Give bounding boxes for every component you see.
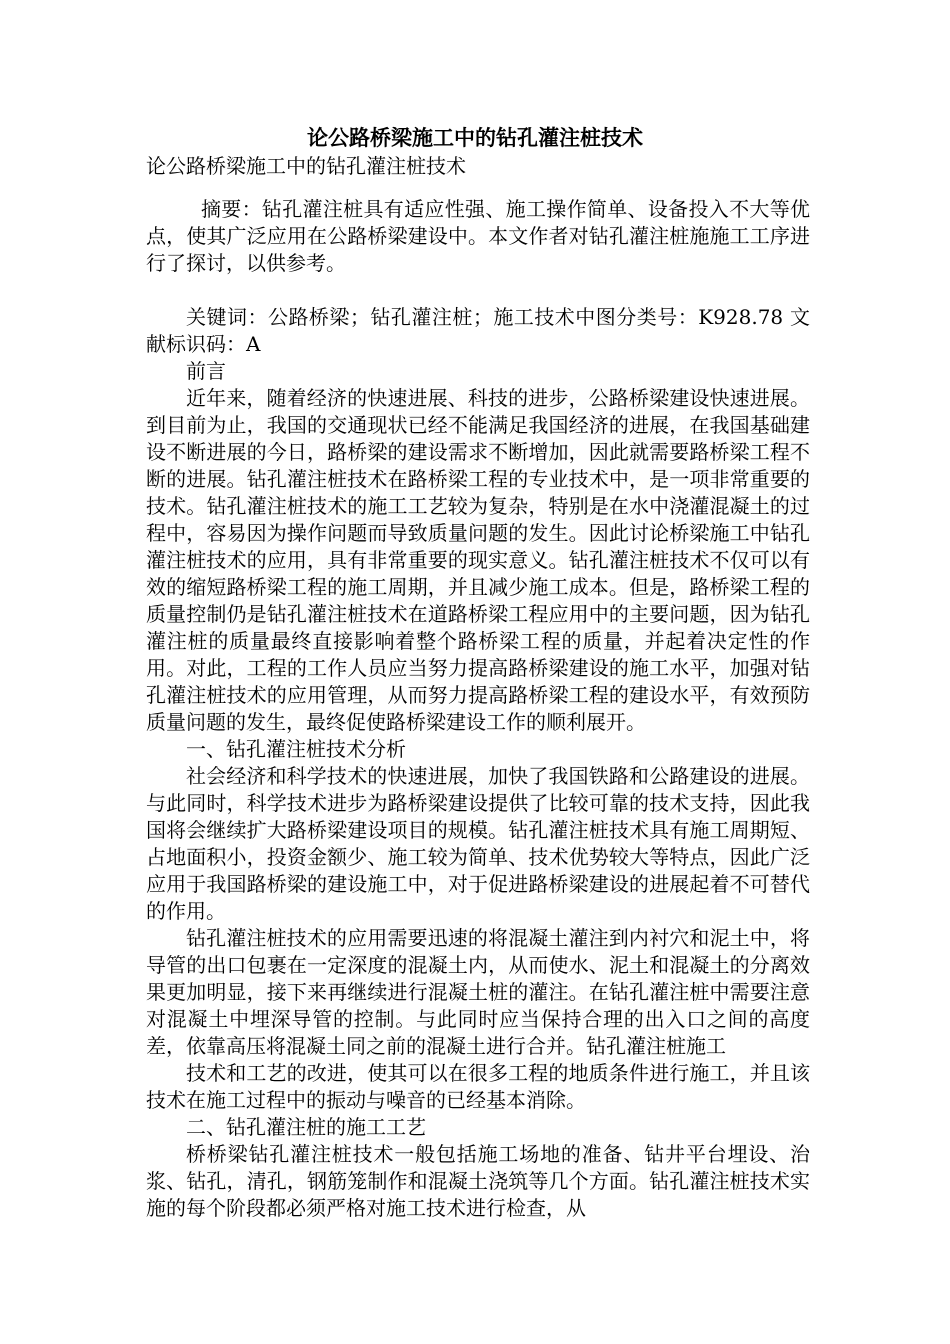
document-title: 论公路桥梁施工中的钻孔灌注桩技术 [307, 126, 643, 150]
abstract-paragraph: 摘要：钻孔灌注桩具有适应性强、施工操作简单、设备投入不大等优点，使其广泛应用在公路桥梁建设中。本文作者对钻孔灌注桩施施工工序进行了探讨，以供参考。 [146, 197, 810, 275]
document-subtitle: 论公路桥梁施工中的钻孔灌注桩技术 [146, 154, 466, 178]
section1-paragraph-2: 钻孔灌注桩技术的应用需要迅速的将混凝土灌注到内衬穴和泥土中，将导管的出口包裹在一定深度的混凝土内，从而使水、泥土和混凝土的分离效果更加明显，接下来再继续进行混凝土桩的灌注。在钻孔灌注桩中需要注意对混凝土中埋深导管的控制。与此同时应当保持合理的出入口之间的高度差，依靠高压将混凝土同之前的混凝土进行合并。钻孔灌注桩施工 [146, 926, 810, 1058]
section1-heading: 一、钻孔灌注桩技术分析 [186, 737, 406, 761]
section2-heading: 二、钻孔灌注桩的施工工艺 [186, 1115, 426, 1139]
preface-paragraph: 近年来，随着经济的快速进展、科技的进步，公路桥梁建设快速进展。到目前为止，我国的交通现状已经不能满足我国经济的进展，在我国基础建设不断进展的今日，路桥梁的建设需求不断增加，因此就需要路桥梁工程不断的进展。钻孔灌注桩技术在路桥梁工程的专业技术中，是一项非常重要的技术。钻孔灌注桩技术的施工工艺较为复杂，特别是在水中浇灌混凝土的过程中，容易因为操作问题而导致质量问题的发生。因此讨论桥梁施工中钻孔灌注桩技术的应用，具有非常重要的现实意义。钻孔灌注桩技术不仅可以有效的缩短路桥梁工程的施工周期，并且减少施工成本。但是，路桥梁工程的质量控制仍是钻孔灌注桩技术在道路桥梁工程应用中的主要问题，因为钻孔灌注桩的质量最终直接影响着整个路桥梁工程的质量，并起着决定性的作用。对此，工程的工作人员应当努力提高路桥梁建设的施工水平，加强对钻孔灌注桩技术的应用管理，从而努力提高路桥梁工程的建设水平，有效预防质量问题的发生，最终促使路桥梁建设工作的顺利展开。 [146, 386, 810, 734]
keywords-paragraph: 关键词：公路桥梁；钻孔灌注桩；施工技术中图分类号：K928.78 文献标识码：A [146, 305, 810, 356]
document-body [146, 196, 810, 1222]
section1-paragraph-1: 社会经济和科学技术的快速进展，加快了我国铁路和公路建设的进展。与此同时，科学技术进步为路桥梁建设提供了比较可靠的技术支持，因此我国将会继续扩大路桥梁建设项目的规模。钻孔灌注桩技术具有施工周期短、占地面积小，投资金额少、施工较为简单、技术优势较大等特点，因此广泛应用于我国路桥梁的建设施工中，对于促进路桥梁建设的进展起着不可替代的作用。 [146, 764, 810, 923]
section2-paragraph-1: 桥桥梁钻孔灌注桩技术一般包括施工场地的准备、钻井平台埋设、治浆、钻孔，清孔，钢筋笼制作和混凝土浇筑等几个方面。钻孔灌注桩技术实施的每个阶段都必须严格对施工技术进行检查，从 [146, 1142, 810, 1220]
preface-heading: 前言 [186, 359, 226, 383]
section1-paragraph-3: 技术和工艺的改进，使其可以在很多工程的地质条件进行施工，并且该技术在施工过程中的振动与噪音的已经基本消除。 [146, 1061, 810, 1112]
